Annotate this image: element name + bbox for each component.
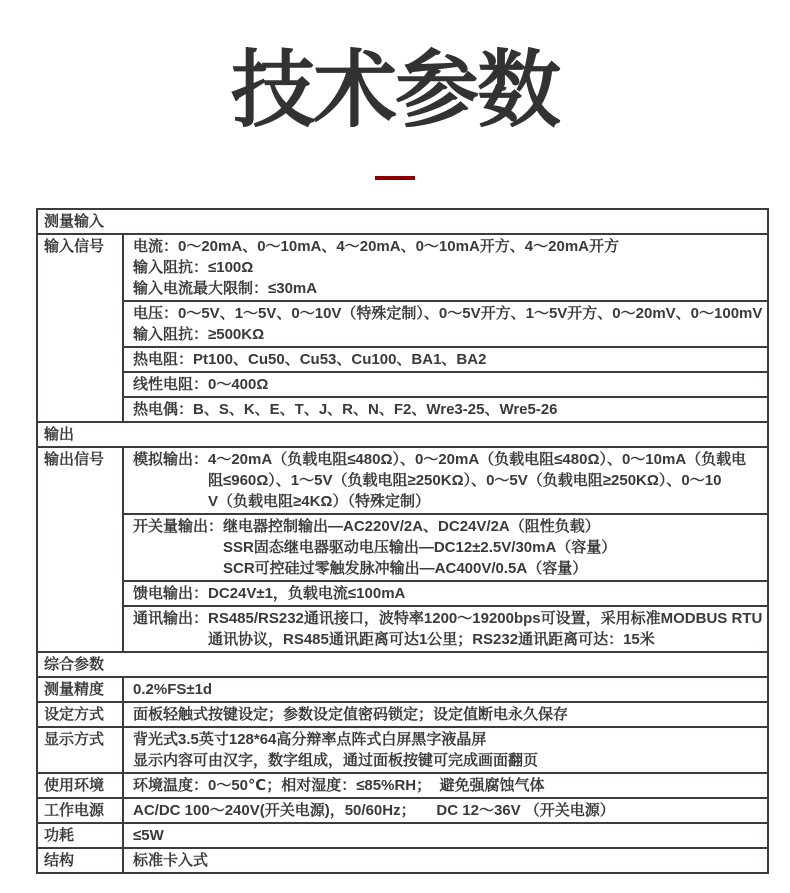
spec-line: ≤5W (133, 827, 164, 844)
spec-cell (124, 774, 767, 797)
spec-cell (124, 849, 767, 872)
param-row (38, 799, 767, 824)
row-content (124, 849, 767, 872)
row-content (124, 824, 767, 847)
row-content (124, 703, 767, 726)
row-content (124, 799, 767, 822)
param-row (38, 678, 767, 703)
spec-line: 开关量输出：继电器控制输出—AC220V/2A、DC24V/2A（阻性负载） (133, 518, 600, 535)
row-label: 设定方式 (38, 703, 124, 726)
spec-line: 显示内容可由汉字，数字组成，通过面板按键可完成画面翻页 (133, 752, 539, 769)
row-label: 输入信号 (38, 235, 124, 421)
row-content (124, 235, 767, 421)
spec-line: SCR可控硅过零触发脉冲输出—AC400V/0.5A（容量） (223, 560, 588, 577)
spec-cell (124, 824, 767, 847)
spec-line: 热电阻：Pt100、Cu50、Cu53、Cu100、BA1、BA2 (133, 351, 487, 368)
table-section-row: 输出 (38, 423, 767, 448)
spec-line: 输入阻抗：≤100Ω (133, 259, 254, 276)
spec-line: 输入阻抗：≥500KΩ (133, 326, 265, 343)
spec-line: 热电偶：B、S、K、E、T、J、R、N、F2、Wre3-25、Wre5-26 (133, 401, 558, 418)
spec-table (36, 208, 769, 874)
spec-cell (124, 728, 767, 772)
spec-line: 电流：0～20mA、0～10mA、4～20mA、0～10mA开方、4～20mA开方 (133, 238, 619, 255)
param-row (38, 849, 767, 872)
row-label: 显示方式 (38, 728, 124, 772)
title-accent-dash (375, 176, 415, 180)
row-label: 使用环境 (38, 774, 124, 797)
row-label: 测量精度 (38, 678, 124, 701)
spec-line: 阻≤960Ω）、1～5V（负载电阻≥250KΩ）、0～5V（负载电阻≥250KΩ）、0～10 (208, 472, 722, 489)
spec-line: 线性电阻：0～400Ω (133, 376, 269, 393)
table-section-row: 综合参数 (38, 653, 767, 678)
row-label: 工作电源 (38, 799, 124, 822)
row-content (124, 774, 767, 797)
spec-cell (124, 607, 767, 651)
spec-line: 通讯输出：RS485/RS232通讯接口，波特率1200～19200bps可设置，采用标准MODBUS RTU (133, 610, 763, 627)
spec-line: 面板轻触式按键设定；参数设定值密码锁定；设定值断电永久保存 (133, 706, 569, 723)
spec-cell (124, 678, 767, 701)
row-content (124, 728, 767, 772)
spec-cell (124, 582, 767, 607)
spec-cell (124, 302, 767, 348)
spec-cell (124, 348, 767, 373)
spec-line: 背光式3.5英寸128*64高分辩率点阵式白屏黑字液晶屏 (133, 731, 487, 748)
row-label: 输出信号 (38, 448, 124, 651)
spec-line: 环境温度：0～50℃；相对湿度：≤85%RH； 避免强腐蚀气体 (133, 777, 545, 794)
spec-cell (124, 515, 767, 582)
param-row (38, 774, 767, 799)
spec-line: 标准卡入式 (133, 852, 209, 869)
spec-line: SSR固态继电器驱动电压输出—DC12±2.5V/30mA（容量） (223, 539, 617, 556)
spec-line: 通讯协议，RS485通讯距离可达1公里；RS232通讯距离可达：15米 (208, 631, 655, 648)
row-label: 结构 (38, 849, 124, 872)
spec-line: 馈电输出：DC24V±1，负载电流≤100mA (133, 585, 406, 602)
spec-line: 模拟输出：4～20mA（负载电阻≤480Ω）、0～20mA（负载电阻≤480Ω）、0～10mA（负载电 (133, 451, 747, 468)
param-row (38, 448, 767, 653)
param-row (38, 728, 767, 774)
row-content (124, 448, 767, 651)
spec-cell (124, 799, 767, 822)
spec-line: 电压：0～5V、1～5V、0～10V（特殊定制）、0～5V开方、1～5V开方、0～20mV、0～100mV (133, 305, 763, 322)
spec-line: AC/DC 100～240V(开关电源)，50/60Hz； DC 12～36V （开关电源） (133, 802, 615, 819)
page-title: 技术参数 (230, 43, 559, 137)
row-label: 功耗 (38, 824, 124, 847)
spec-cell (124, 448, 767, 515)
spec-line: 0.2%FS±1d (133, 681, 213, 698)
spec-cell (124, 235, 767, 302)
table-section-row: 测量输入 (38, 210, 767, 235)
spec-cell (124, 703, 767, 726)
row-content (124, 678, 767, 701)
spec-cell (124, 398, 767, 421)
spec-cell (124, 373, 767, 398)
spec-line: 输入电流最大限制：≤30mA (133, 280, 318, 297)
param-row (38, 703, 767, 728)
param-row (38, 235, 767, 423)
param-row (38, 824, 767, 849)
spec-line: V（负载电阻≥4KΩ）（特殊定制） (208, 493, 430, 510)
